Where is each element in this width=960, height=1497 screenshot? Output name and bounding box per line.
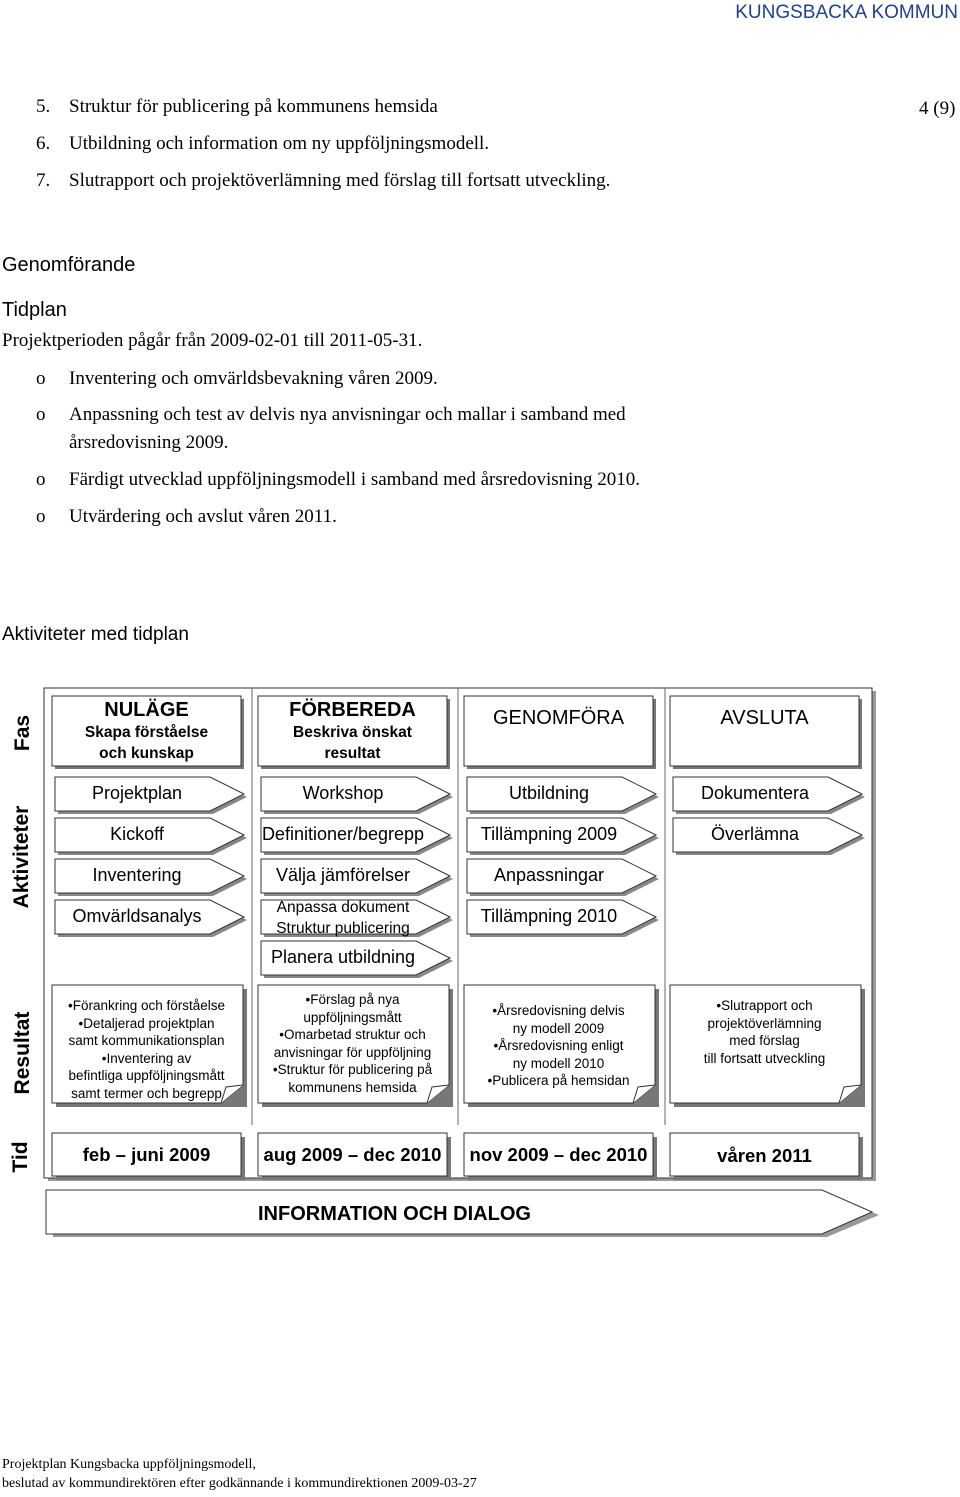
footer-line: Projektplan Kungsbacka uppföljningsmodell, xyxy=(2,1457,256,1472)
result-line: befintliga uppföljningsmått xyxy=(68,1068,225,1083)
phase-title: FÖRBEREDA xyxy=(289,699,416,721)
result-line: projektöverlämning xyxy=(707,1015,822,1031)
row-label-tid: Tid xyxy=(9,1141,32,1173)
list-item xyxy=(0,170,900,194)
result-line: •Årsredovisning enligt xyxy=(493,1038,624,1053)
activity-diagram xyxy=(0,685,880,1205)
bullet-marker: o xyxy=(36,469,46,490)
bullet-text: Färdigt utvecklad uppföljningsmodell i samband med årsredovisning 2010. xyxy=(69,469,640,490)
row-label-resultat: Resultat xyxy=(11,1011,34,1095)
activity-label: Överlämna xyxy=(710,824,800,844)
diagram-title: Aktiviteter med tidplan xyxy=(2,624,189,645)
bullet-text: Inventering och omvärldsbevakning våren 2009. xyxy=(69,368,438,389)
activity-label: Dokumentera xyxy=(700,783,810,803)
activity-label: Anpassa dokument xyxy=(276,899,410,916)
activity-label: Utbildning xyxy=(508,783,590,803)
bullet-marker: o xyxy=(36,368,46,389)
page-number: 4 (9) xyxy=(919,98,956,119)
activity-label: Välja jämförelser xyxy=(275,865,411,885)
result-text xyxy=(670,997,859,1067)
result-line: •Förslag på nya xyxy=(305,992,400,1007)
list-item xyxy=(0,469,900,493)
footer-line: beslutad av kommundirektören efter godkännande i kommundirektionen 2009-03-27 xyxy=(2,1476,477,1491)
row-label-aktiviteter: Aktiviteter xyxy=(10,805,33,909)
list-item xyxy=(0,506,900,530)
result-line: •Inventering av xyxy=(101,1050,192,1066)
list-item xyxy=(0,133,900,157)
activity-label: Definitioner/begrepp xyxy=(261,824,425,844)
phase-title: NULÄGE xyxy=(104,699,189,721)
result-line: samt kommunikationsplan xyxy=(68,1033,225,1048)
list-number: 5. xyxy=(36,96,51,117)
bullet-text-continuation: årsredovisning 2009. xyxy=(69,432,229,453)
result-text xyxy=(52,997,241,1102)
result-line: •Omarbetad struktur och xyxy=(279,1027,426,1042)
info-banner-label: INFORMATION OCH DIALOG xyxy=(258,1203,531,1225)
activity-label: Tillämpning 2009 xyxy=(480,824,618,844)
result-line: ny modell 2010 xyxy=(512,1055,605,1071)
result-line: •Årsredovisning delvis xyxy=(492,1003,625,1018)
period-text: Projektperioden pågår från 2009-02-01 till 2011-05-31. xyxy=(2,330,423,351)
list-number: 6. xyxy=(36,133,51,154)
phase-subtitle: Skapa förståelse xyxy=(84,724,209,741)
result-line: ny modell 2009 xyxy=(512,1020,605,1036)
result-line: anvisningar för uppföljning xyxy=(273,1044,432,1060)
activity-label: Anpassningar xyxy=(493,865,605,885)
result-line: •Slutrapport och xyxy=(716,998,813,1013)
bullet-text: Anpassning och test av delvis nya anvisningar och mallar i samband med xyxy=(69,404,626,425)
list-item xyxy=(0,96,900,120)
result-line: uppföljningsmått xyxy=(303,1009,402,1025)
phase-title: GENOMFÖRA xyxy=(492,707,625,729)
bullet-marker: o xyxy=(36,404,46,425)
activity-label: Tillämpning 2010 xyxy=(480,906,618,926)
result-text xyxy=(258,991,447,1096)
result-line: •Struktur för publicering på xyxy=(272,1062,433,1077)
activity-label: Omvärldsanalys xyxy=(72,906,202,926)
result-line: •Detaljerad projektplan xyxy=(78,1015,215,1031)
result-text xyxy=(464,1002,653,1090)
activity-label: Workshop xyxy=(302,783,384,803)
list-number: 7. xyxy=(36,170,51,191)
section-title: Genomförande xyxy=(2,254,136,276)
bullet-text: Utvärdering och avslut våren 2011. xyxy=(69,506,337,527)
activity-label: Inventering xyxy=(92,865,182,885)
diagram-frame xyxy=(0,685,880,1205)
list-text: Utbildning och information om ny uppföljningsmodell. xyxy=(69,133,490,154)
result-line: •Publicera på hemsidan xyxy=(487,1073,630,1088)
bullet-marker: o xyxy=(36,506,46,527)
list-item xyxy=(0,404,900,428)
phase-title: AVSLUTA xyxy=(720,707,809,729)
list-item xyxy=(0,368,900,392)
list-text: Slutrapport och projektöverlämning med förslag till fortsatt utveckling. xyxy=(69,170,611,191)
row-label-fas: Fas xyxy=(11,714,34,752)
result-line: samt termer och begrepp xyxy=(71,1085,222,1101)
phase-subtitle: resultat xyxy=(324,745,381,762)
time-label: nov 2009 – dec 2010 xyxy=(469,1144,648,1165)
time-label: våren 2011 xyxy=(717,1145,812,1166)
result-line: till fortsatt utveckling xyxy=(703,1050,826,1066)
phase-subtitle: och kunskap xyxy=(99,745,194,762)
header-brand: KUNGSBACKA KOMMUN xyxy=(735,2,958,23)
time-label: aug 2009 – dec 2010 xyxy=(263,1144,442,1165)
phase-subtitle: Beskriva önskat xyxy=(293,724,412,741)
activity-label: Projektplan xyxy=(91,783,183,803)
activity-label: Struktur publicering xyxy=(276,920,410,937)
activity-label: Kickoff xyxy=(110,824,164,844)
result-line: •Förankring och förståelse xyxy=(67,998,226,1013)
result-line: kommunens hemsida xyxy=(288,1079,417,1095)
subsection-title: Tidplan xyxy=(2,299,67,321)
list-text: Struktur för publicering på kommunens hemsida xyxy=(69,96,438,117)
activity-label: Planera utbildning xyxy=(270,947,416,967)
time-label: feb – juni 2009 xyxy=(82,1144,211,1165)
result-line: med förslag xyxy=(729,1033,800,1048)
